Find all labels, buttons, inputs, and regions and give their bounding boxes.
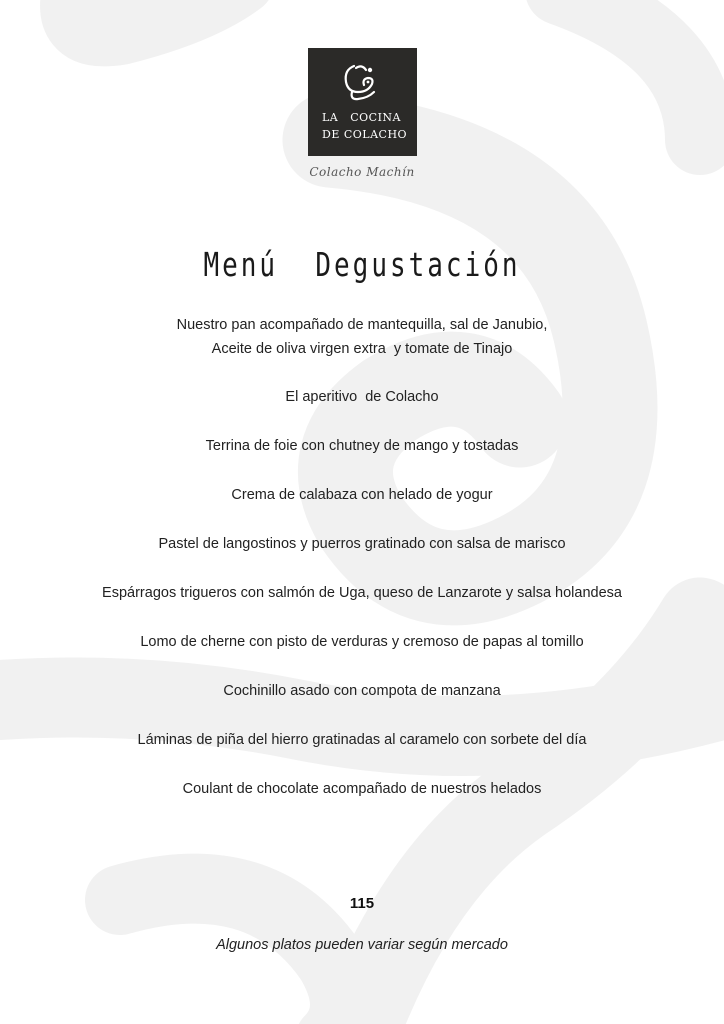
market-note: Algunos platos pueden variar según mercado [216,937,508,953]
dish-item: Terrina de foie con chutney de mango y tostadas [205,438,519,454]
dish-item: Nuestro pan acompañado de mantequilla, sal de Janubio, [176,317,548,333]
logo-text-line-1: LA COCINA [322,111,402,124]
dish-item: Láminas de piña del hierro gratinadas al caramelo con sorbete del día [137,732,587,748]
dish-item: Coulant de chocolate acompañado de nuestros helados [182,781,542,797]
dish-item: Pastel de langostinos y puerros gratinado con salsa de marisco [158,536,566,552]
dish-item: Espárragos trigueros con salmón de Uga, queso de Lanzarote y salsa holandesa [102,585,622,601]
dish-item: El aperitivo de Colacho [285,389,439,405]
menu-title: Menú Degustación [203,247,521,285]
dish-item: Aceite de oliva virgen extra y tomate de Tinajo [211,341,513,357]
logo-text-line-2: DE COLACHO [322,128,408,141]
chameleon-logo-icon [338,62,384,104]
chef-signature: Colacho Machín [309,165,415,179]
dish-item: Crema de calabaza con helado de yogur [231,487,493,503]
menu-price: 115 [349,895,375,912]
dish-item: Cochinillo asado con compota de manzana [223,683,501,699]
dish-item: Lomo de cherne con pisto de verduras y cremoso de papas al tomillo [140,634,584,650]
restaurant-logo [308,48,417,156]
